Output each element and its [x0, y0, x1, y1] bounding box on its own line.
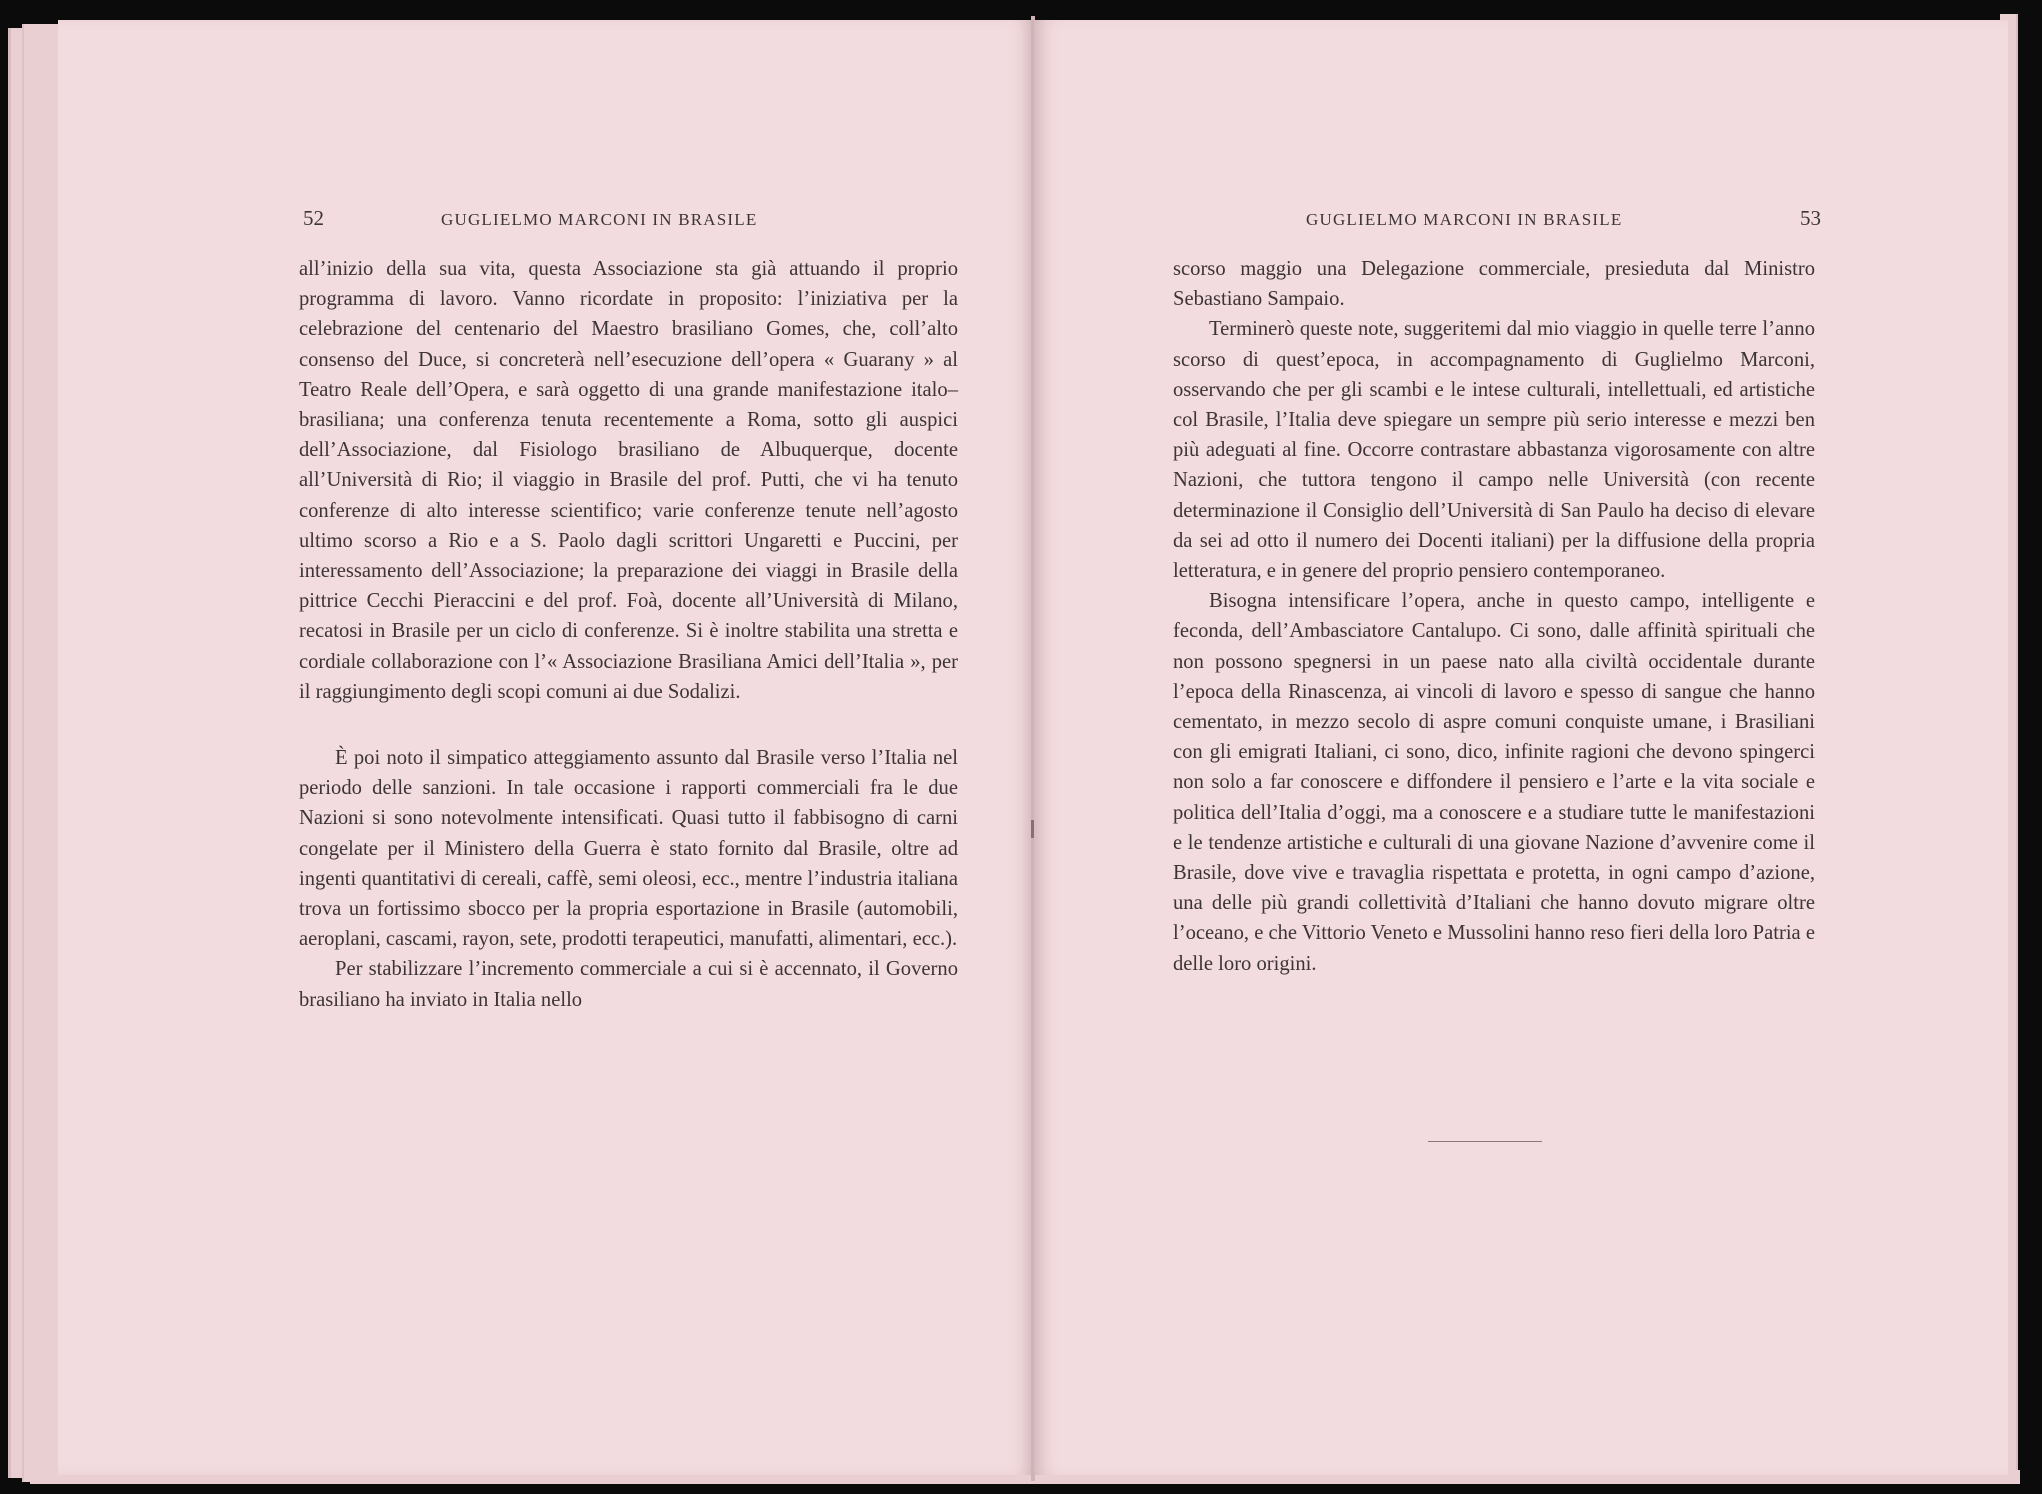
paragraph: all’inizio della sua vita, questa Associazione sta già attuando il proprio programma di lavoro. Vanno ricordate in proposito: l’iniziativa per la celebrazione del centenario del Maestro brasiliano Gomes, che, coll’alto consenso del Duce, si concreterà nell’esecuzione dell’opera « Guarany » al Teatro Reale dell’Opera, e sarà oggetto di una grande manifestazione italo–brasiliana; una conferenza tenuta recentemente a Roma, sotto gli auspici dell’Associazione, dal Fisiologo brasiliano de Albuquerque, docente all’Università di Rio; il viaggio in Brasile del prof. Putti, che vi ha tenuto conferenze di alto interesse scientifico; varie conferenze tenute nell’agosto ultimo scorso a Rio e a S. Paolo dagli scrittori Ungaretti e Puccini, per interessamento dell’Associazione; la preparazione dei viaggi in Brasile della pittrice Cecchi Pieraccini e del prof. Foà, docente all’Università di Milano, recatosi in Brasile per un ciclo di conferenze. Si è inoltre stabilita una stretta e cordiale collaborazione con l’« Associazione Brasiliana Amici dell’Italia », per il raggiungimento degli scopi comuni ai due Sodalizi.	[299, 258, 958, 703]
paragraph: Terminerò queste note, suggeritemi dal mio viaggio in quelle terre l’anno scorso di quest’epoca, in accompagnamento di Guglielmo Marconi, osservando che per gli scambi e le intese culturali, intellettuali, ed artistiche col Brasile, l’Italia deve spiegare un sempre più serio interesse e mezzi ben più adeguati al fine. Occorre contrastare abbastanza vigorosamente con altre Nazioni, che tuttora tengono il campo nelle Università (con recente determinazione il Consiglio dell’Università di San Paulo ha deciso di elevare da sei ad otto il numero dei Docenti italiani) per la diffusione della propria letteratura, e in genere del proprio pensiero contemporaneo.	[1173, 318, 1815, 583]
running-head: GUGLIELMO MARCONI IN BRASILE	[1306, 210, 1623, 229]
right-page-body	[1173, 254, 1815, 979]
paragraph: È poi noto il simpatico atteggiamento assunto dal Brasile verso l’Italia nel periodo delle sanzioni. In tale occasione i rapporti commerciali fra le due Nazioni si sono notevolmente intensificati. Quasi tutto il fabbisogno di carni congelate per il Ministero della Guerra è stato fornito dal Brasile, oltre ad ingenti quantitativi di cereali, caffè, semi oleosi, ecc., mentre l’industria italiana trova un fortissimo sbocco per la propria esportazione in Brasile (automobili, aeroplani, cascami, rayon, sete, prodotti terapeutici, manufatti, alimentari, ecc.).	[299, 747, 958, 951]
paragraph: Bisogna intensificare l’opera, anche in questo campo, intelligente e feconda, dell’Ambasciatore Cantalupo. Ci sono, dalle affinità spirituali che non possono spegnersi in un paese nato alla civiltà occidentale durante l’epoca della Rinascenza, ai vincoli di lavoro e spesso di sangue che hanno cementato, in mezzo secolo di aspre comuni conquiste umane, i Brasiliani con gli emigrati Italiani, ci sono, dico, infinite ragioni che devono spingerci non solo a far conoscere e diffondere il pensiero e l’arte e la vita sociale e politica dell’Italia d’oggi, ma a conoscere e a studiare tutte le manifestazioni e le tendenze artistiche e culturali di una giovane Nazione d’avvenire come il Brasile, dove vive e travaglia rispettata e protetta, in ogni campo d’azione, una delle più grandi collettività d’Italiani che hanno dovuto migrare oltre l’oceano, e che Vittorio Veneto e Mussolini hanno reso fieri della loro Patria e delle loro origini.	[1173, 590, 1815, 975]
left-page	[58, 20, 1033, 1475]
paragraph: Per stabilizzare l’incremento commerciale a cui si è accennato, il Governo brasiliano ha inviato in Italia nello	[299, 958, 958, 1011]
paragraph: scorso maggio una Delegazione commerciale, presieduta dal Ministro Sebastiano Sampaio.	[1173, 258, 1815, 311]
end-rule	[1428, 1141, 1542, 1142]
page-number: 52	[303, 206, 324, 230]
right-page	[1034, 20, 2008, 1475]
left-page-body	[299, 254, 958, 1015]
page-number: 53	[1800, 206, 1821, 230]
running-head: GUGLIELMO MARCONI IN BRASILE	[441, 210, 758, 229]
